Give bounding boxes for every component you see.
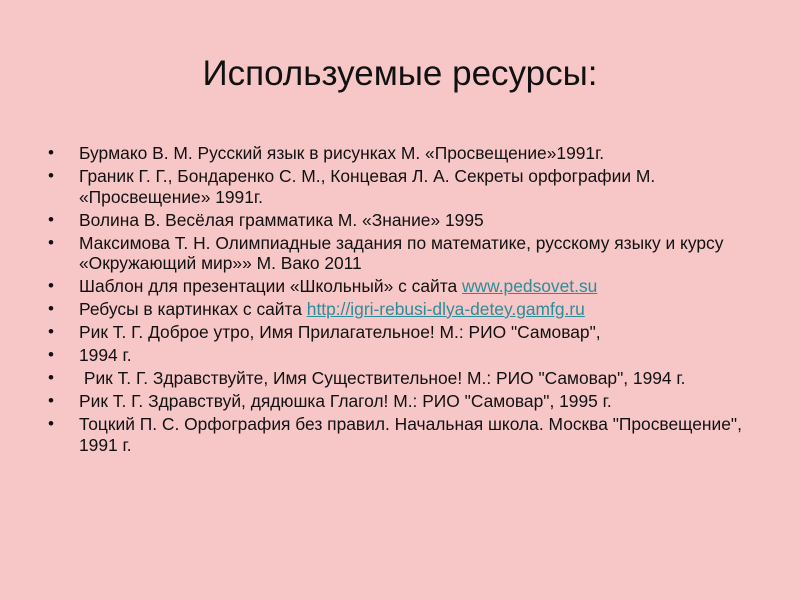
list-item bbox=[46, 345, 766, 366]
list-item bbox=[46, 299, 766, 320]
bullet-icon: • bbox=[48, 345, 54, 364]
list-item-text: Максимова Т. Н. Олимпиадные задания по математике, русскому языку и курсу «Окружающий мир»» М. Вако 2011 bbox=[79, 232, 724, 273]
bullet-icon: • bbox=[48, 276, 54, 295]
bullet-icon: • bbox=[48, 414, 54, 433]
list-item-text: Ребусы в картинках с сайта bbox=[79, 299, 307, 319]
list-item-text: Тоцкий П. С. Орфография без правил. Начальная школа. Москва "Просвещение", 1991 г. bbox=[79, 414, 742, 455]
list-item-text: Волина В. Весёлая грамматика М. «Знание» 1995 bbox=[79, 209, 484, 230]
pedsovet-link[interactable]: www.pedsovet.su bbox=[462, 276, 598, 296]
slide-title: Используемые ресурсы: bbox=[202, 54, 598, 93]
resources-list bbox=[46, 143, 766, 458]
bullet-icon: • bbox=[48, 299, 54, 318]
bullet-icon: • bbox=[48, 391, 54, 410]
list-item-text: Рик Т. Г. Здравствуй, дядюшка Глагол! М.: РИО "Самовар", 1995 г. bbox=[79, 391, 612, 411]
list-item bbox=[46, 414, 766, 455]
rebusi-link[interactable]: http://igri-rebusi-dlya-detey.gamfg.ru bbox=[306, 299, 585, 319]
list-item-text: Рик Т. Г. Доброе утро, Имя Прилагательное! М.: РИО "Самовар", bbox=[79, 322, 601, 342]
list-item-text: Бурмако В. М. Русский язык в рисунках М. «Просвещение»1991г. bbox=[79, 143, 605, 163]
list-item bbox=[46, 166, 766, 207]
bullet-icon: • bbox=[48, 143, 54, 162]
list-item bbox=[46, 368, 766, 389]
list-item-text: Граник Г. Г., Бондаренко С. М., Концевая Л. А. Секреты орфографии М. «Просвещение» 1991г. bbox=[79, 166, 656, 207]
bullet-icon: • bbox=[48, 322, 54, 341]
list-item bbox=[46, 233, 766, 274]
list-item bbox=[46, 210, 766, 231]
bullet-icon: • bbox=[48, 232, 54, 252]
list-item-text: Рик Т. Г. Здравствуйте, Имя Существительное! М.: РИО "Самовар", 1994 г. bbox=[79, 368, 686, 388]
list-item bbox=[46, 276, 766, 297]
bullet-icon: • bbox=[48, 368, 54, 387]
list-item bbox=[46, 391, 766, 412]
list-item-text: Шаблон для презентации «Школьный» с сайта bbox=[79, 276, 462, 296]
list-item-text: 1994 г. bbox=[79, 345, 132, 365]
bullet-icon: • bbox=[48, 209, 54, 229]
list-item bbox=[46, 143, 766, 164]
list-item bbox=[46, 322, 766, 343]
bullet-icon: • bbox=[48, 166, 54, 185]
